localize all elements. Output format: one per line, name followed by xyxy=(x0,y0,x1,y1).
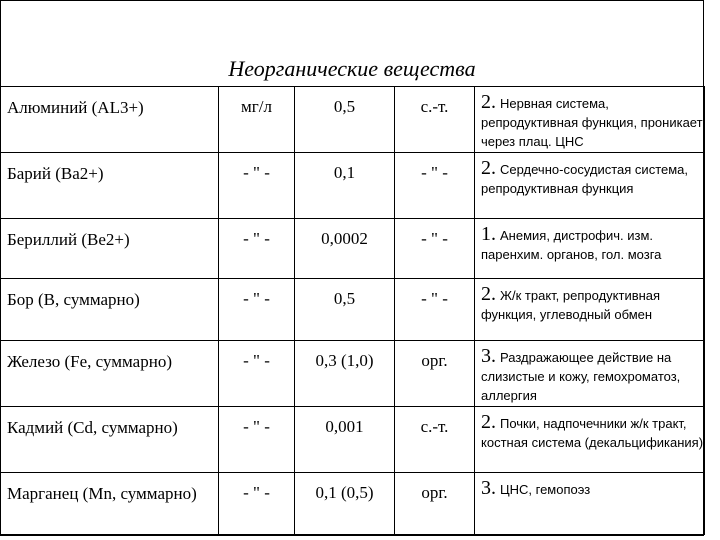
substance-name: Бериллий (Be2+) xyxy=(1,219,219,279)
table-row xyxy=(1,341,705,407)
sign-cell: с.-т. xyxy=(395,87,475,153)
value-cell: 0,1 xyxy=(295,153,395,219)
effect-cell xyxy=(475,153,705,219)
effect-text: Сердечно-сосудистая система, репродуктивная функция xyxy=(481,162,689,196)
unit-cell: - " - xyxy=(219,219,295,279)
table-title: Неорганические вещества xyxy=(228,56,476,81)
hazard-class: 2. xyxy=(481,283,496,305)
table-row xyxy=(1,473,705,535)
unit-cell: - " - xyxy=(219,473,295,535)
value-cell: 0,5 xyxy=(295,279,395,341)
sign-cell: орг. xyxy=(395,473,475,535)
effect-text: Ж/к тракт, репродуктивная функция, углеводный обмен xyxy=(481,288,661,322)
value-cell: 0,1 (0,5) xyxy=(295,473,395,535)
effect-cell xyxy=(475,341,705,407)
effect-text: ЦНС, гемопоэз xyxy=(500,482,591,497)
substance-name: Барий (Ba2+) xyxy=(1,153,219,219)
substance-name: Бор (B, суммарно) xyxy=(1,279,219,341)
unit-cell: - " - xyxy=(219,341,295,407)
effect-cell xyxy=(475,87,705,153)
sign-cell: орг. xyxy=(395,341,475,407)
unit-cell: - " - xyxy=(219,153,295,219)
value-cell: 0,001 xyxy=(295,407,395,473)
substance-name: Алюминий (AL3+) xyxy=(1,87,219,153)
value-cell: 0,0002 xyxy=(295,219,395,279)
table-row xyxy=(1,279,705,341)
table-row xyxy=(1,153,705,219)
effect-text: Раздражающее действие на слизистые и кожу, гемохроматоз, аллергия xyxy=(481,350,681,403)
effect-cell xyxy=(475,473,705,535)
hazard-class: 2. xyxy=(481,411,496,433)
unit-cell: - " - xyxy=(219,407,295,473)
sign-cell: - " - xyxy=(395,279,475,341)
unit-cell: - " - xyxy=(219,279,295,341)
effect-text: Почки, надпочечники ж/к тракт, костная система (декальцификания) xyxy=(481,416,704,450)
hazard-class: 1. xyxy=(481,223,496,245)
effect-cell xyxy=(475,219,705,279)
hazard-class: 3. xyxy=(481,477,496,499)
table-row xyxy=(1,219,705,279)
table-row xyxy=(1,407,705,473)
sign-cell: - " - xyxy=(395,153,475,219)
unit-cell: мг/л xyxy=(219,87,295,153)
hazard-class: 2. xyxy=(481,91,496,113)
substance-name: Кадмий (Cd, суммарно) xyxy=(1,407,219,473)
sign-cell: - " - xyxy=(395,219,475,279)
value-cell: 0,3 (1,0) xyxy=(295,341,395,407)
substances-table xyxy=(0,86,705,535)
hazard-class: 2. xyxy=(481,157,496,179)
effect-text: Анемия, дистрофич. изм. паренхим. органов, гол. мозга xyxy=(481,228,662,262)
effect-text: Нервная система, репродуктивная функция, проникает через плац. ЦНС xyxy=(481,96,703,149)
substance-name: Железо (Fe, суммарно) xyxy=(1,341,219,407)
hazard-class: 3. xyxy=(481,345,496,367)
value-cell: 0,5 xyxy=(295,87,395,153)
sign-cell: с.-т. xyxy=(395,407,475,473)
effect-cell xyxy=(475,407,705,473)
effect-cell xyxy=(475,279,705,341)
table-row xyxy=(1,87,705,153)
substance-name: Марганец (Mn, суммарно) xyxy=(1,473,219,535)
